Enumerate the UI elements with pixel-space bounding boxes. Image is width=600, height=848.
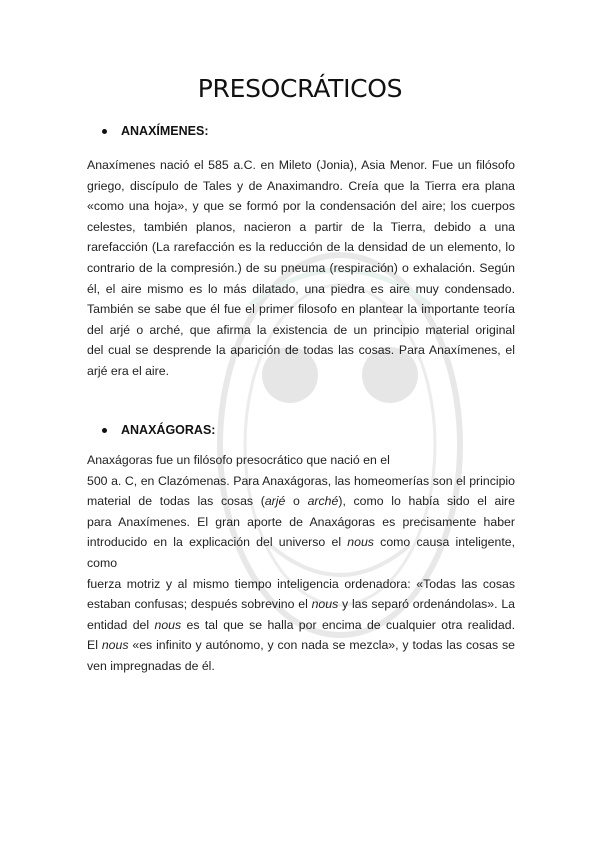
text-line: Anaxágoras fue un filósofo presocrático que nació en el	[87, 453, 390, 467]
text-fragment: El	[87, 638, 102, 653]
paragraph-anaxagoras	[87, 450, 515, 677]
text-fragment: ), como lo había sido el aire	[338, 494, 515, 509]
text-line	[87, 491, 515, 512]
section-heading-anaximenes	[102, 124, 209, 138]
page-title: PRESOCRÁTICOS	[197, 74, 403, 103]
text-line: 500 a. C, en Clazómenas. Para Anaxágoras, las homeomerías son el principio	[87, 473, 515, 488]
paragraph-anaximenes	[87, 155, 515, 382]
bullet-icon	[102, 129, 107, 134]
italic-term: arjé	[264, 494, 286, 509]
text-line: También se sabe que él fue el primer filosofo en plantear la importante teoría	[87, 302, 515, 317]
text-fragment: material de todas las cosas (	[87, 494, 265, 509]
italic-term: nous	[154, 617, 182, 632]
italic-term: nous	[347, 535, 374, 550]
text-line	[87, 594, 515, 615]
text-line: para Anaxímenes. El gran aporte de Anaxágoras es precisamente haber	[87, 514, 515, 529]
text-fragment: es tal que se halla por encima de cualquier otra realidad.	[181, 617, 515, 632]
italic-term: nous	[311, 597, 339, 612]
text-fragment: «es infinito y autónomo, y con nada se mezcla», y todas las cosas se	[128, 638, 515, 653]
text-line: rarefacción (La rarefacción es la reducción de la densidad de un elemento, lo	[87, 240, 515, 255]
text-line: griego, discípulo de Tales y de Anaximandro. Creía que la Tierra era plana	[87, 178, 515, 193]
text-fragment: o	[285, 494, 308, 509]
text-line: celestes, también planos, nacieron a partir de la Tierra, debido a una	[87, 219, 515, 234]
italic-term: arché	[307, 494, 339, 509]
section-heading-label: ANAXÍMENES:	[121, 124, 209, 138]
text-line	[87, 635, 515, 656]
text-line: Anaxímenes nació el 585 a.C. en Mileto (Jonia), Asia Menor. Fue un filósofo	[87, 158, 515, 172]
text-line	[87, 532, 515, 573]
text-fragment: estaban confusas; después sobrevino el	[87, 597, 312, 612]
text-line	[87, 615, 515, 636]
text-fragment: introducido en la explicación del universo el	[87, 535, 348, 550]
bullet-icon	[102, 428, 107, 433]
italic-term: nous	[101, 638, 129, 653]
text-line: del arjé o arché, que afirma la existencia de un principio material original	[87, 322, 515, 337]
text-line: «como una hoja», y que se formó por la condensación del aire; los cuerpos	[87, 199, 515, 214]
text-line: arjé era el aire.	[87, 363, 170, 378]
text-fragment: entidad del	[87, 617, 155, 632]
text-line: del cual se desprende la aparición de todas las cosas. Para Anaxímenes, el	[87, 343, 515, 358]
text-line: fuerza motriz y al mismo tiempo inteligencia ordenadora: «Todas las cosas	[87, 576, 515, 591]
text-fragment: y las separó ordenándolas». La	[338, 597, 516, 612]
text-line: contrario de la compresión.) de su pneuma (respiración) o exhalación. Según	[87, 260, 515, 275]
text-line: él, el aire mismo es lo más dilatado, una piedra es aire muy condensado.	[87, 281, 515, 296]
text-fragment: como causa inteligente, como	[87, 535, 515, 570]
text-line: ven impregnadas de él.	[87, 658, 215, 673]
section-heading-label: ANAXÁGORAS:	[121, 423, 216, 437]
section-heading-anaxagoras	[102, 423, 215, 437]
